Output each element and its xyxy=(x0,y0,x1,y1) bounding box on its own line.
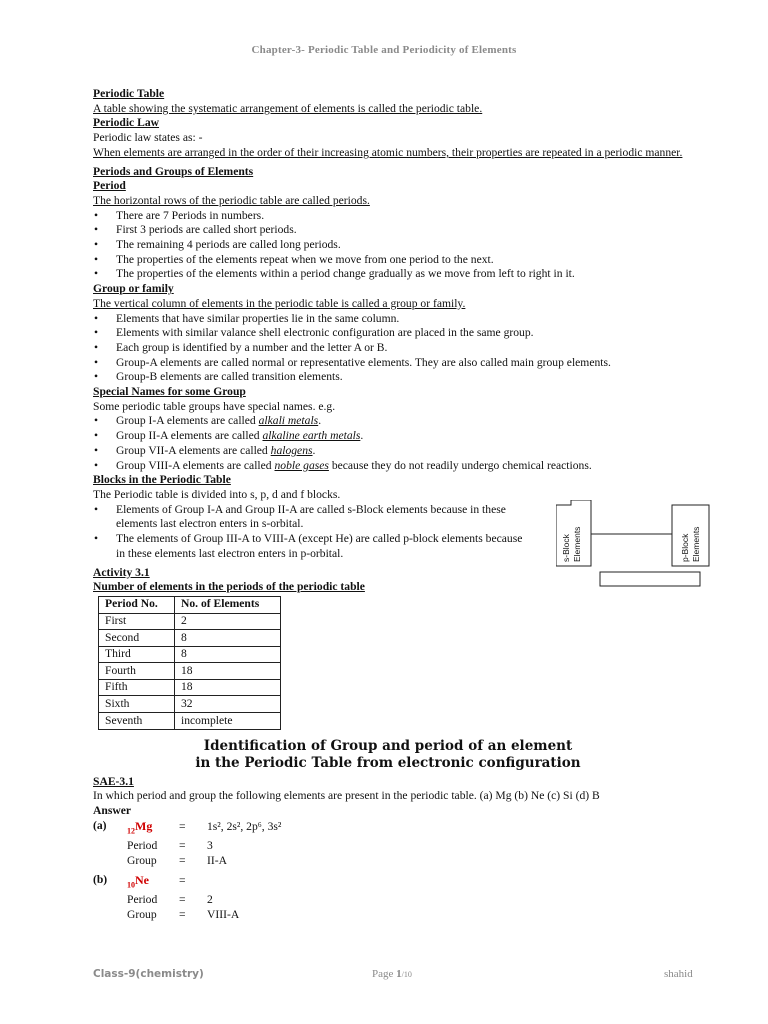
list-item: • The elements of Group III-A to VIII-A (except He) are called p-block elements because in these elements last electron enters in p-orbital. xyxy=(116,532,526,561)
group-points-list xyxy=(93,312,683,386)
list-item: • Group I-A elements are called alkali metals. xyxy=(116,414,683,429)
activity-heading: Activity 3.1 xyxy=(93,565,150,579)
p-block-label: p-Block xyxy=(680,533,690,562)
table-cell: Fourth xyxy=(99,663,175,680)
group-definition: The vertical column of elements in the periodic table is called a group or family. xyxy=(93,296,466,310)
title-line: in the Periodic Table from electronic configuration xyxy=(195,754,581,771)
list-item: • Elements that have similar properties lie in the same column. xyxy=(116,312,683,327)
element-symbol: $_{12}$Mg xyxy=(127,818,153,836)
blocks-list xyxy=(93,503,526,562)
table-cell: incomplete xyxy=(175,713,281,730)
list-item: • Group-B elements are called transition elements. xyxy=(116,370,683,385)
table-cell: First xyxy=(99,613,175,630)
table-cell: Seventh xyxy=(99,713,175,730)
activity-subheading: Number of elements in the periods of the periodic table xyxy=(93,580,365,594)
table-header-row xyxy=(99,596,281,613)
identification-title xyxy=(93,738,683,772)
table-row xyxy=(99,630,281,647)
table-cell: Fifth xyxy=(99,679,175,696)
list-item: • Group II-A elements are called alkaline earth metals. xyxy=(116,429,683,444)
answer-a xyxy=(93,819,683,869)
periodic-table-heading: Periodic Table xyxy=(93,87,165,100)
table-cell: 32 xyxy=(175,696,281,713)
table-cell: 8 xyxy=(175,646,281,663)
blocks-heading: Blocks in the Periodic Table xyxy=(93,473,231,487)
list-item: • Group VIII-A elements are called noble gases because they do not readily undergo chemical reactions. xyxy=(116,459,683,474)
table-row xyxy=(99,613,281,630)
s-block-label-2: Elements xyxy=(572,526,582,562)
list-item: • Elements with similar valance shell electronic configuration are placed in the same group. xyxy=(116,326,683,341)
period-definition: The horizontal rows of the periodic table are called periods. xyxy=(93,193,370,207)
periods-groups-heading: Periods and Groups of Elements xyxy=(93,164,254,178)
table-row xyxy=(99,696,281,713)
list-item: • Elements of Group I-A and Group II-A are called s-Block elements because in these elements last electron enters in s-orbital. xyxy=(116,503,526,532)
column-header: Period No. xyxy=(99,596,175,613)
table-row xyxy=(99,646,281,663)
list-item: • First 3 periods are called short periods. xyxy=(116,223,683,238)
table-cell: Sixth xyxy=(99,696,175,713)
column-header: No. of Elements xyxy=(175,596,281,613)
group-heading: Group or family xyxy=(93,282,174,296)
electronic-config: 1s², 2s², 2p⁶, 3s² xyxy=(207,819,282,833)
list-item: • Each group is identified by a number and the letter A or B. xyxy=(116,341,683,356)
periodic-table-definition: A table showing the systematic arrangement of elements is called the periodic table. xyxy=(93,101,483,115)
chapter-header: Chapter-3- Periodic Table and Periodicity of Elements xyxy=(251,44,517,56)
blocks-diagram xyxy=(556,500,716,590)
special-names-list xyxy=(93,414,683,473)
periodic-law-statement: When elements are arranged in the order of their increasing atomic numbers, their properties are repeated in a periodic manner. xyxy=(93,145,683,159)
list-item: • The properties of the elements within a period change gradually as we move from left to right in it. xyxy=(116,267,683,282)
period-heading: Period xyxy=(93,179,126,193)
special-names-heading: Special Names for some Group xyxy=(93,385,246,399)
special-names-intro: Some periodic table groups have special names. e.g. xyxy=(93,399,336,413)
answer-label: Answer xyxy=(93,804,131,818)
table-row xyxy=(99,713,281,730)
sae-heading: SAE-3.1 xyxy=(93,774,134,788)
table-row xyxy=(99,663,281,680)
table-cell: 8 xyxy=(175,630,281,647)
answer-b xyxy=(93,873,683,923)
answer-letter: (b) xyxy=(93,873,108,887)
table-row xyxy=(99,679,281,696)
list-item: • The remaining 4 periods are called long periods. xyxy=(116,238,683,253)
special-term: alkaline earth metals xyxy=(262,429,361,443)
list-item: • Group VII-A elements are called halogens. xyxy=(116,444,683,459)
sae-question: In which period and group the following elements are present in the periodic table. (a) Mg (b) Ne (c) Si (d) B xyxy=(93,789,600,803)
periods-table xyxy=(98,596,281,730)
footer-page-number: Page 1/10 xyxy=(372,968,412,980)
list-item: • Group-A elements are called normal or representative elements. They are also called main group elements. xyxy=(116,356,683,371)
table-cell: Second xyxy=(99,630,175,647)
periodic-law-intro: Periodic law states as: - xyxy=(93,131,203,145)
title-line: Identification of Group and period of an element xyxy=(203,737,573,754)
answer-a-body: $_{12}$Mg = 1s², 2s², 2p⁶, 3s² Period = 3 Group = II-A xyxy=(127,818,282,867)
answer-letter: (a) xyxy=(93,818,107,832)
answer-b-body: $_{10}$Ne = Period = 2 Group = VIII-A xyxy=(127,873,240,922)
table-cell: 2 xyxy=(175,613,281,630)
list-item: • The properties of the elements repeat when we move from one period to the next. xyxy=(116,253,683,268)
p-block-label-2: Elements xyxy=(691,526,701,562)
footer-author: shahid xyxy=(664,968,693,980)
table-cell: 18 xyxy=(175,679,281,696)
s-block-label: s-Block xyxy=(561,534,571,562)
table-cell: Third xyxy=(99,646,175,663)
special-term: alkali metals xyxy=(258,414,319,428)
special-term: halogens xyxy=(270,443,313,457)
period-points-list xyxy=(93,209,683,283)
footer-class: Class-9(chemistry) xyxy=(93,968,204,980)
special-term: noble gases xyxy=(274,458,329,472)
element-symbol: $_{10}$Ne xyxy=(127,873,149,890)
periodic-law-heading: Periodic Law xyxy=(93,116,160,130)
list-item: • There are 7 Periods in numbers. xyxy=(116,209,683,224)
table-cell: 18 xyxy=(175,663,281,680)
blocks-intro: The Periodic table is divided into s, p, d and f blocks. xyxy=(93,487,341,501)
